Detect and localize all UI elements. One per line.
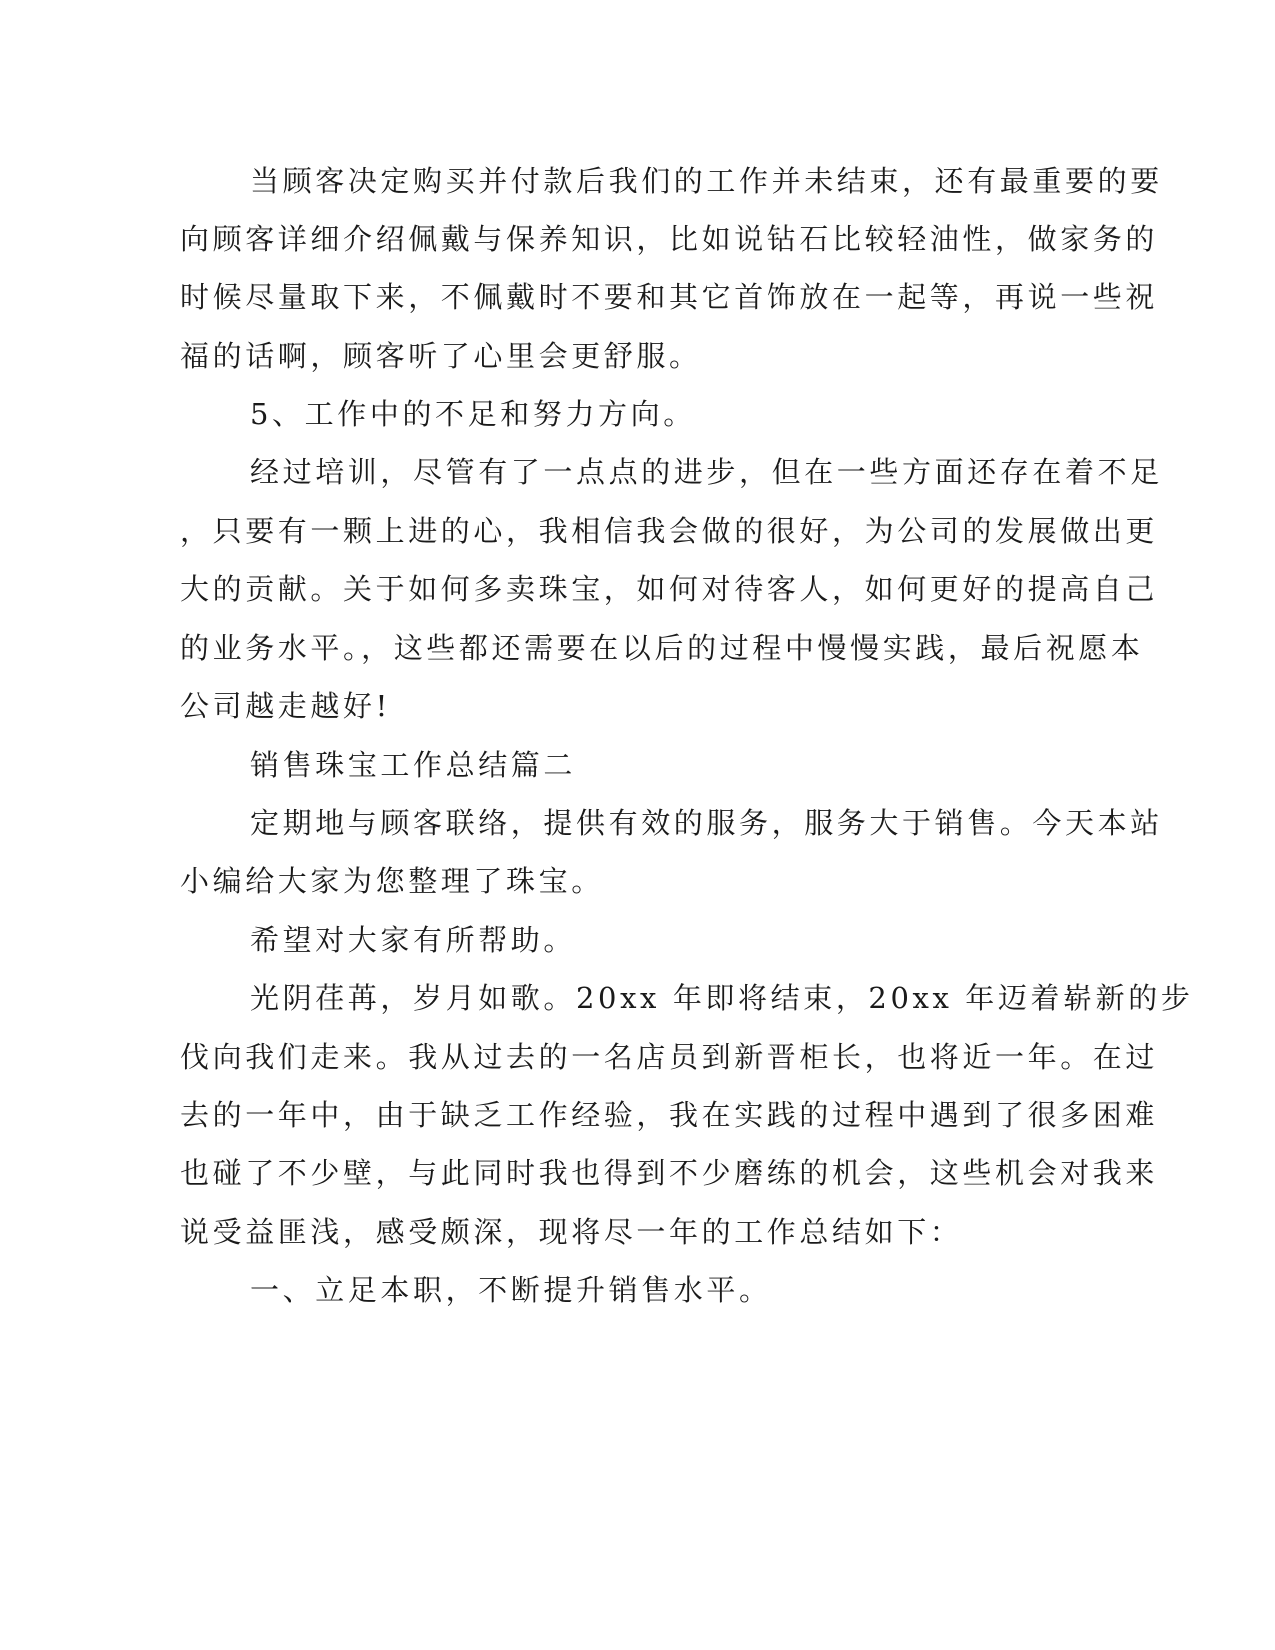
paragraph-5-line-2: 伐向我们走来。我从过去的一名店员到新晋柜长，也将近一年。在过 [180,1040,1159,1074]
paragraph-2-line-4: 的业务水平。，这些都还需要在以后的过程中慢慢实践，最后祝愿本 [180,631,1144,665]
article-title-part-two: 销售珠宝工作总结篇二 [250,748,577,782]
paragraph-2-line-3: 大的贡献。关于如何多卖珠宝，如何对待客人，如何更好的提高自己 [180,572,1159,606]
paragraph-1-line-1: 当顾客决定购买并付款后我们的工作并未结束，还有最重要的要 [250,164,1163,198]
paragraph-3-line-2: 小编给大家为您整理了珠宝。 [180,864,604,898]
paragraph-3-line-1: 定期地与顾客联络，提供有效的服务，服务大于销售。今天本站 [250,806,1163,840]
paragraph-2-line-5: 公司越走越好! [180,689,391,723]
paragraph-5-line-1: 光阴荏苒，岁月如歌。20xx 年即将结束，20xx 年迈着崭新的步 [250,981,1194,1015]
paragraph-2-line-2: ，只要有一颗上进的心，我相信我会做的很好，为公司的发展做出更 [180,514,1159,548]
paragraph-5-line-4: 也碰了不少壁，与此同时我也得到不少磨练的机会，这些机会对我来 [180,1156,1159,1190]
paragraph-5-line-5: 说受益匪浅，感受颇深，现将尽一年的工作总结如下： [180,1215,963,1249]
paragraph-1-line-4: 福的话啊，顾客听了心里会更舒服。 [180,339,702,373]
paragraph-1-line-3: 时候尽量取下来，不佩戴时不要和其它首饰放在一起等，再说一些祝 [180,280,1159,314]
section-heading-one: 一、立足本职，不断提升销售水平。 [250,1273,772,1307]
paragraph-1-line-2: 向顾客详细介绍佩戴与保养知识，比如说钻石比较轻油性，做家务的 [180,222,1159,256]
paragraph-5-line-3: 去的一年中，由于缺乏工作经验，我在实践的过程中遇到了很多困难 [180,1098,1159,1132]
paragraph-2-line-1: 经过培训，尽管有了一点点的进步，但在一些方面还存在着不足 [250,455,1163,489]
section-heading-5: 5、工作中的不足和努力方向。 [250,397,696,431]
paragraph-4-line-1: 希望对大家有所帮助。 [250,923,577,957]
